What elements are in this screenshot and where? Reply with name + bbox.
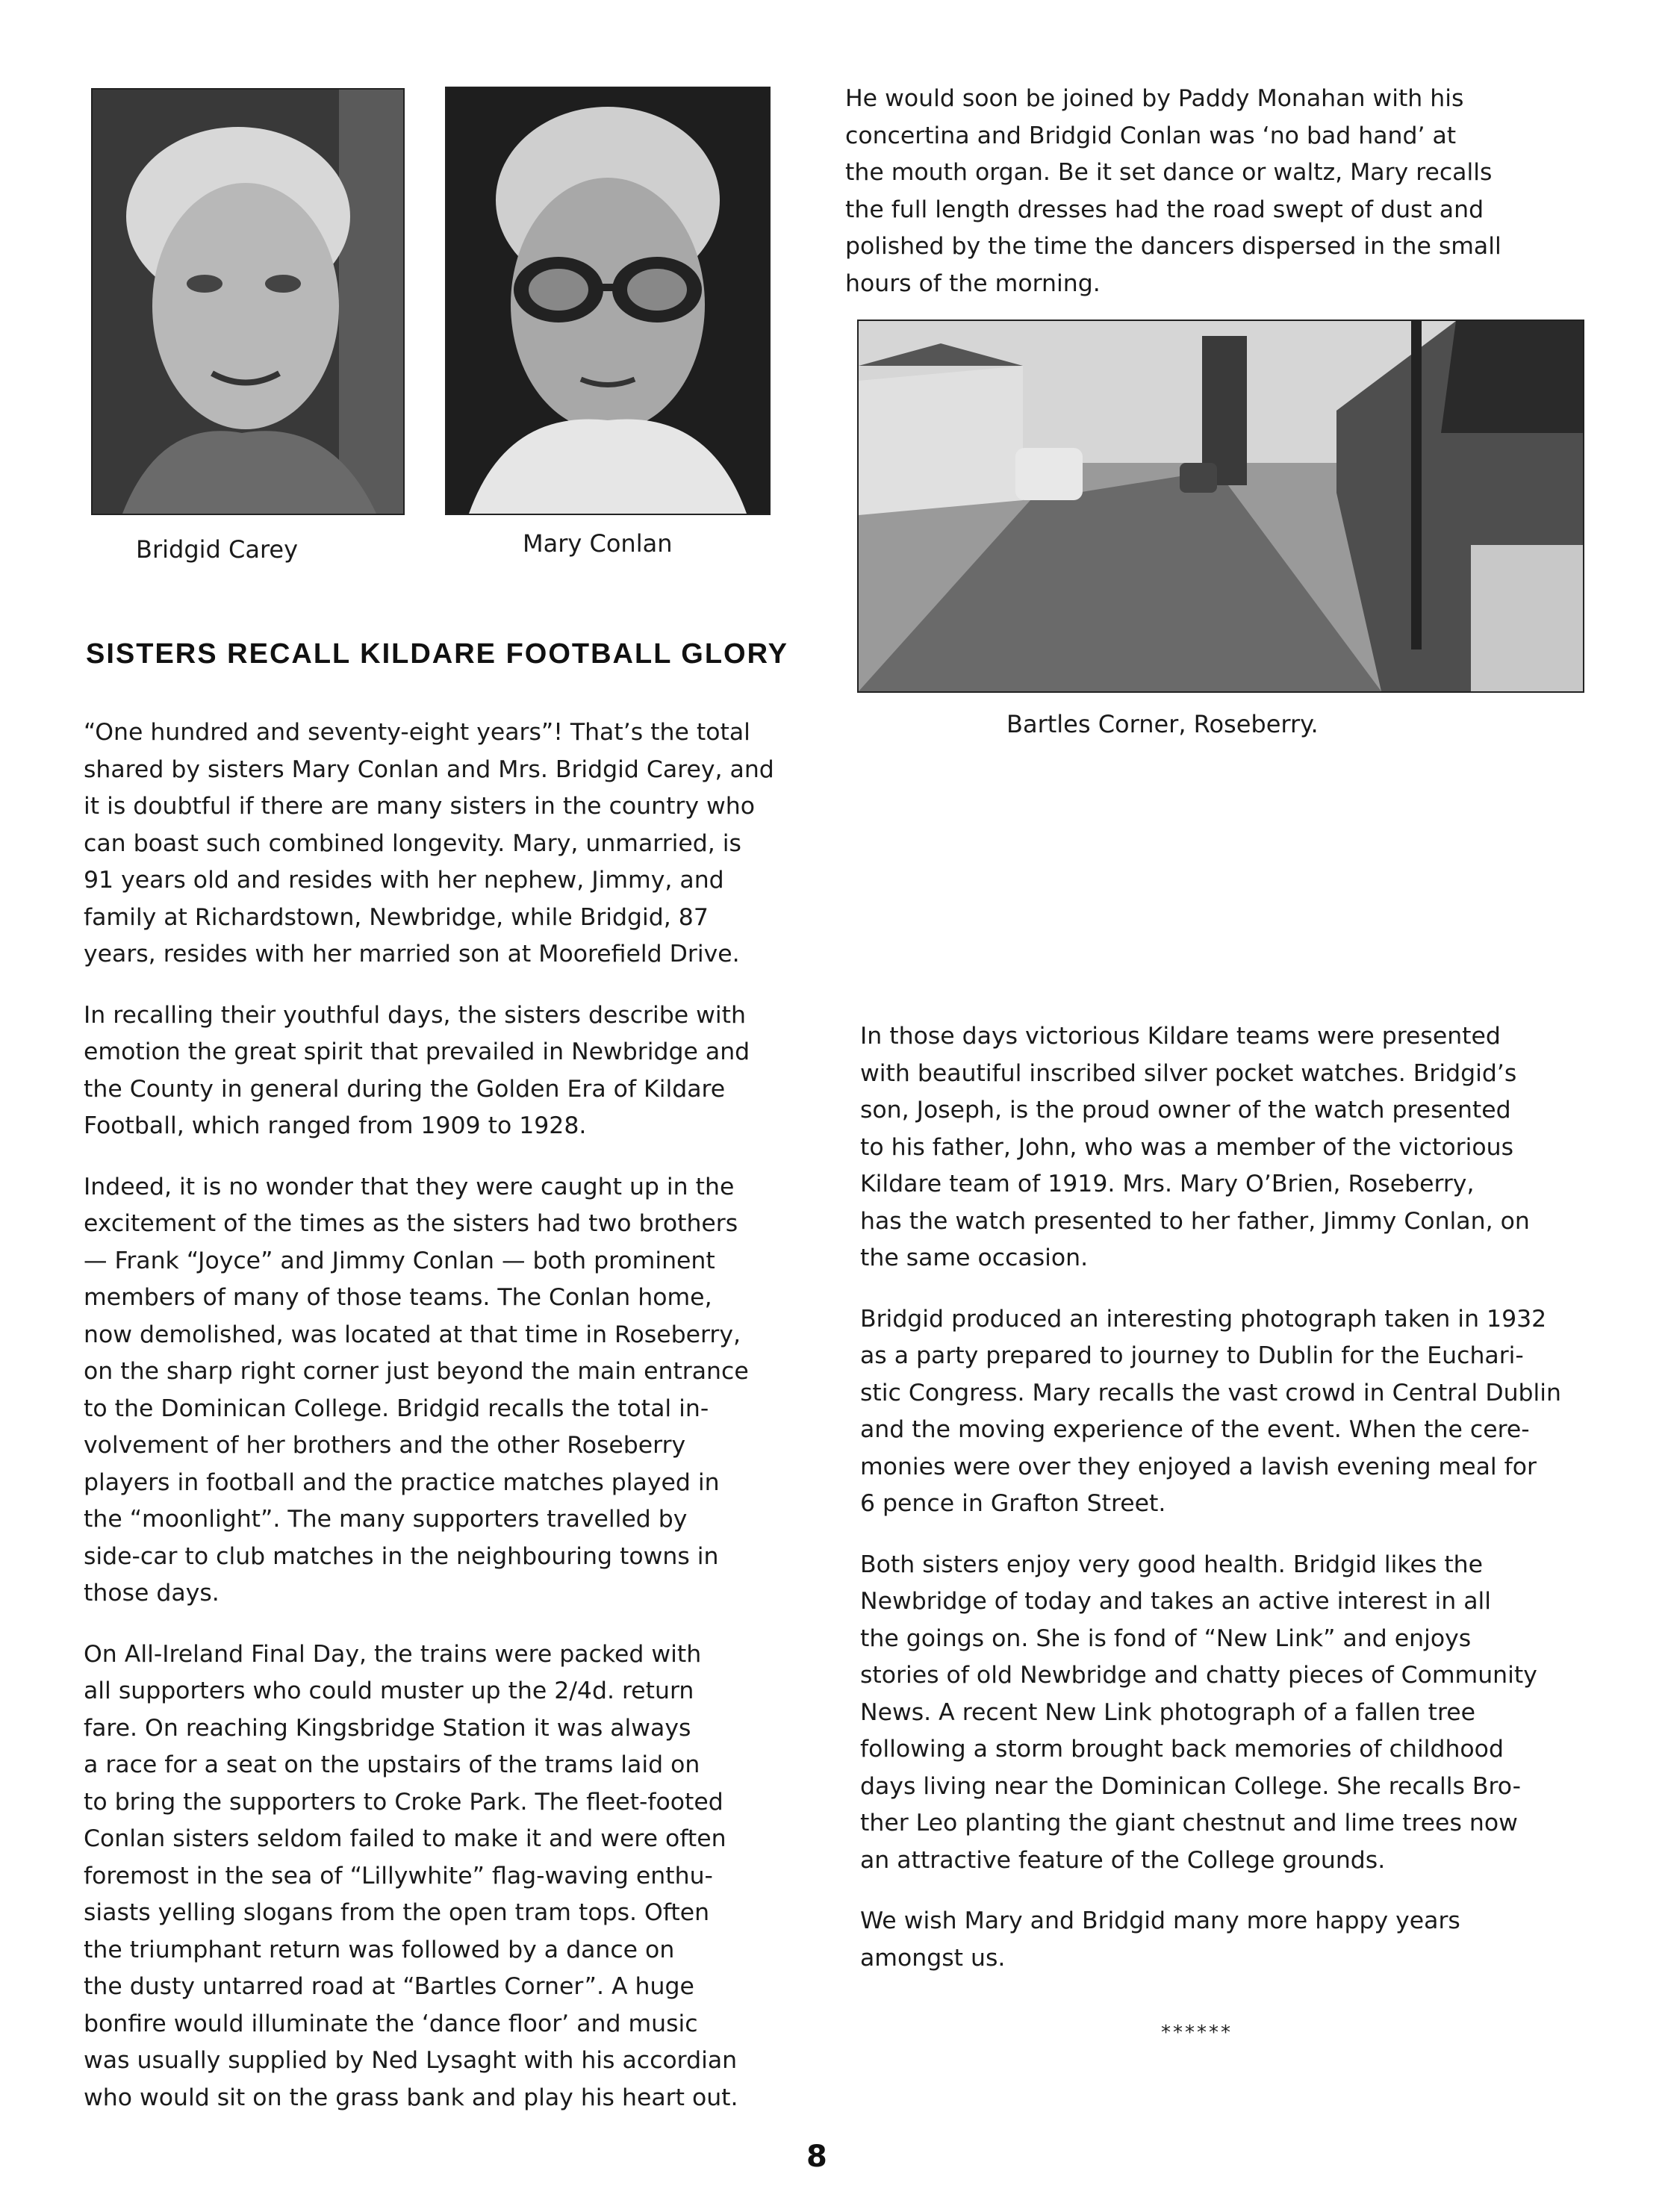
paragraph-5	[860, 1018, 1607, 1277]
paragraph-7	[860, 1547, 1607, 1880]
text-line: the full length dresses had the road swept of dust and	[845, 196, 1484, 223]
text-line: ther Leo planting the giant chestnut and lime trees now	[860, 1810, 1518, 1836]
text-line: the dusty untarred road at “Bartles Corner”. A huge	[84, 1973, 694, 2000]
text-line: Conlan sisters seldom failed to make it and were often	[84, 1825, 726, 1852]
paragraph-1	[84, 714, 830, 973]
text-line: the triumphant return was followed by a dance on	[84, 1936, 675, 1963]
text-line: monies were over they enjoyed a lavish evening meal for	[860, 1453, 1537, 1480]
text-line: the “moonlight”. The many supporters travelled by	[84, 1506, 688, 1533]
text-line: who would sit on the grass bank and play his heart out.	[84, 2084, 738, 2111]
text-line: the same occasion.	[860, 1244, 1089, 1271]
text-line: an attractive feature of the College grounds.	[860, 1846, 1386, 1874]
end-mark: ******	[1161, 2022, 1233, 2044]
photo-bridgid-carey	[91, 88, 405, 515]
text-line: to bring the supporters to Croke Park. The fleet-footed	[84, 1788, 723, 1816]
text-line: stic Congress. Mary recalls the vast crowd in Central Dublin	[860, 1379, 1562, 1406]
text-line: emotion the great spirit that prevailed in Newbridge and	[84, 1038, 750, 1065]
photo-mary-conlan	[445, 87, 771, 515]
photo-bartles-corner	[857, 320, 1584, 693]
right-top-paragraph	[845, 81, 1592, 326]
text-line: News. A recent New Link photograph of a fallen tree	[860, 1698, 1475, 1726]
paragraph-3	[84, 1169, 830, 1613]
text-line: hours of the morning.	[845, 270, 1101, 297]
text-line: In recalling their youthful days, the sisters describe with	[84, 1001, 746, 1029]
text-line: and the moving experience of the event. When the cere-	[860, 1416, 1530, 1443]
text-line: On All-Ireland Final Day, the trains were packed with	[84, 1640, 702, 1668]
right-column	[860, 1018, 1607, 2001]
text-line: a race for a seat on the upstairs of the trams laid on	[84, 1751, 700, 1778]
text-line: years, resides with her married son at Moorefield Drive.	[84, 941, 740, 968]
text-line: now demolished, was located at that time in Roseberry,	[84, 1321, 741, 1348]
text-line: excitement of the times as the sisters had two brothers	[84, 1210, 738, 1237]
text-line: Football, which ranged from 1909 to 1928.	[84, 1112, 587, 1139]
text-line: side-car to club matches in the neighbouring towns in	[84, 1542, 719, 1570]
paragraph-6	[860, 1301, 1607, 1523]
text-line: shared by sisters Mary Conlan and Mrs. Bridgid Carey, and	[84, 755, 774, 783]
paragraph-4	[84, 1636, 830, 2117]
text-line: “One hundred and seventy-eight years”! That’s the total	[84, 719, 750, 746]
text-line: concertina and Bridgid Conlan was ‘no bad hand’ at	[845, 122, 1457, 149]
text-line: 6 pence in Grafton Street.	[860, 1490, 1166, 1517]
text-line: foremost in the sea of “Lillywhite” flag-waving enthu-	[84, 1862, 713, 1889]
left-column	[84, 714, 830, 2140]
paragraph-continuation	[845, 81, 1592, 302]
text-line: the County in general during the Golden Era of Kildare	[84, 1075, 726, 1103]
text-line: Newbridge of today and takes an active interest in all	[860, 1588, 1492, 1615]
text-line: as a party prepared to journey to Dublin for the Euchari-	[860, 1342, 1524, 1369]
paragraph-2	[84, 997, 830, 1145]
caption-bartles-corner: Bartles Corner, Roseberry.	[1006, 710, 1319, 738]
text-line: family at Richardstown, Newbridge, while Bridgid, 87	[84, 903, 709, 931]
text-line: can boast such combined longevity. Mary, unmarried, is	[84, 829, 741, 857]
page-number: 8	[806, 2140, 827, 2174]
text-line: polished by the time the dancers dispersed in the small	[845, 233, 1501, 260]
text-line: on the sharp right corner just beyond the main entrance	[84, 1358, 749, 1385]
text-line: He would soon be joined by Paddy Monahan with his	[845, 85, 1464, 112]
text-line: — Frank “Joyce” and Jimmy Conlan — both prominent	[84, 1247, 715, 1274]
text-line: the mouth organ. Be it set dance or waltz, Mary recalls	[845, 159, 1493, 186]
text-line: members of many of those teams. The Conlan home,	[84, 1284, 712, 1311]
text-line: players in football and the practice matches played in	[84, 1468, 720, 1496]
text-line: siasts yelling slogans from the open tram tops. Often	[84, 1899, 710, 1926]
text-line: days living near the Dominican College. She recalls Bro-	[860, 1772, 1522, 1800]
text-line: 91 years old and resides with her nephew, Jimmy, and	[84, 867, 724, 894]
text-line: Indeed, it is no wonder that they were caught up in the	[84, 1173, 735, 1200]
caption-mary-conlan: Mary Conlan	[523, 529, 673, 558]
text-line: with beautiful inscribed silver pocket watches. Bridgid’s	[860, 1059, 1517, 1087]
text-line: all supporters who could muster up the 2/4d. return	[84, 1677, 694, 1704]
paragraph-8	[860, 1903, 1607, 1977]
text-line: the goings on. She is fond of “New Link” and enjoys	[860, 1624, 1472, 1652]
text-line: In those days victorious Kildare teams were presented	[860, 1023, 1501, 1050]
text-line: it is doubtful if there are many sisters in the country who	[84, 793, 756, 820]
text-line: Bridgid produced an interesting photograph taken in 1932	[860, 1305, 1547, 1333]
text-line: was usually supplied by Ned Lysaght with his accordian	[84, 2047, 738, 2074]
text-line: We wish Mary and Bridgid many more happy years	[860, 1907, 1460, 1934]
text-line: fare. On reaching Kingsbridge Station it was always	[84, 1714, 691, 1742]
text-line: stories of old Newbridge and chatty pieces of Community	[860, 1662, 1537, 1689]
text-line: to the Dominican College. Bridgid recalls the total in-	[84, 1395, 709, 1422]
text-line: Kildare team of 1919. Mrs. Mary O’Brien, Roseberry,	[860, 1171, 1475, 1197]
text-line: to his father, John, who was a member of the victorious	[860, 1133, 1514, 1161]
text-line: has the watch presented to her father, Jimmy Conlan, on	[860, 1207, 1530, 1235]
text-line: following a storm brought back memories of childhood	[860, 1736, 1504, 1763]
text-line: volvement of her brothers and the other Roseberry	[84, 1432, 686, 1459]
caption-bridgid-carey: Bridgid Carey	[136, 535, 299, 564]
text-line: those days.	[84, 1580, 220, 1607]
text-line: son, Joseph, is the proud owner of the watch presented	[860, 1097, 1511, 1124]
text-line: Both sisters enjoy very good health. Bridgid likes the	[860, 1551, 1484, 1578]
text-line: bonfire would illuminate the ‘dance floor’ and music	[84, 2010, 698, 2037]
article-headline: SISTERS RECALL KILDARE FOOTBALL GLORY	[86, 638, 788, 670]
text-line: amongst us.	[860, 1944, 1006, 1972]
